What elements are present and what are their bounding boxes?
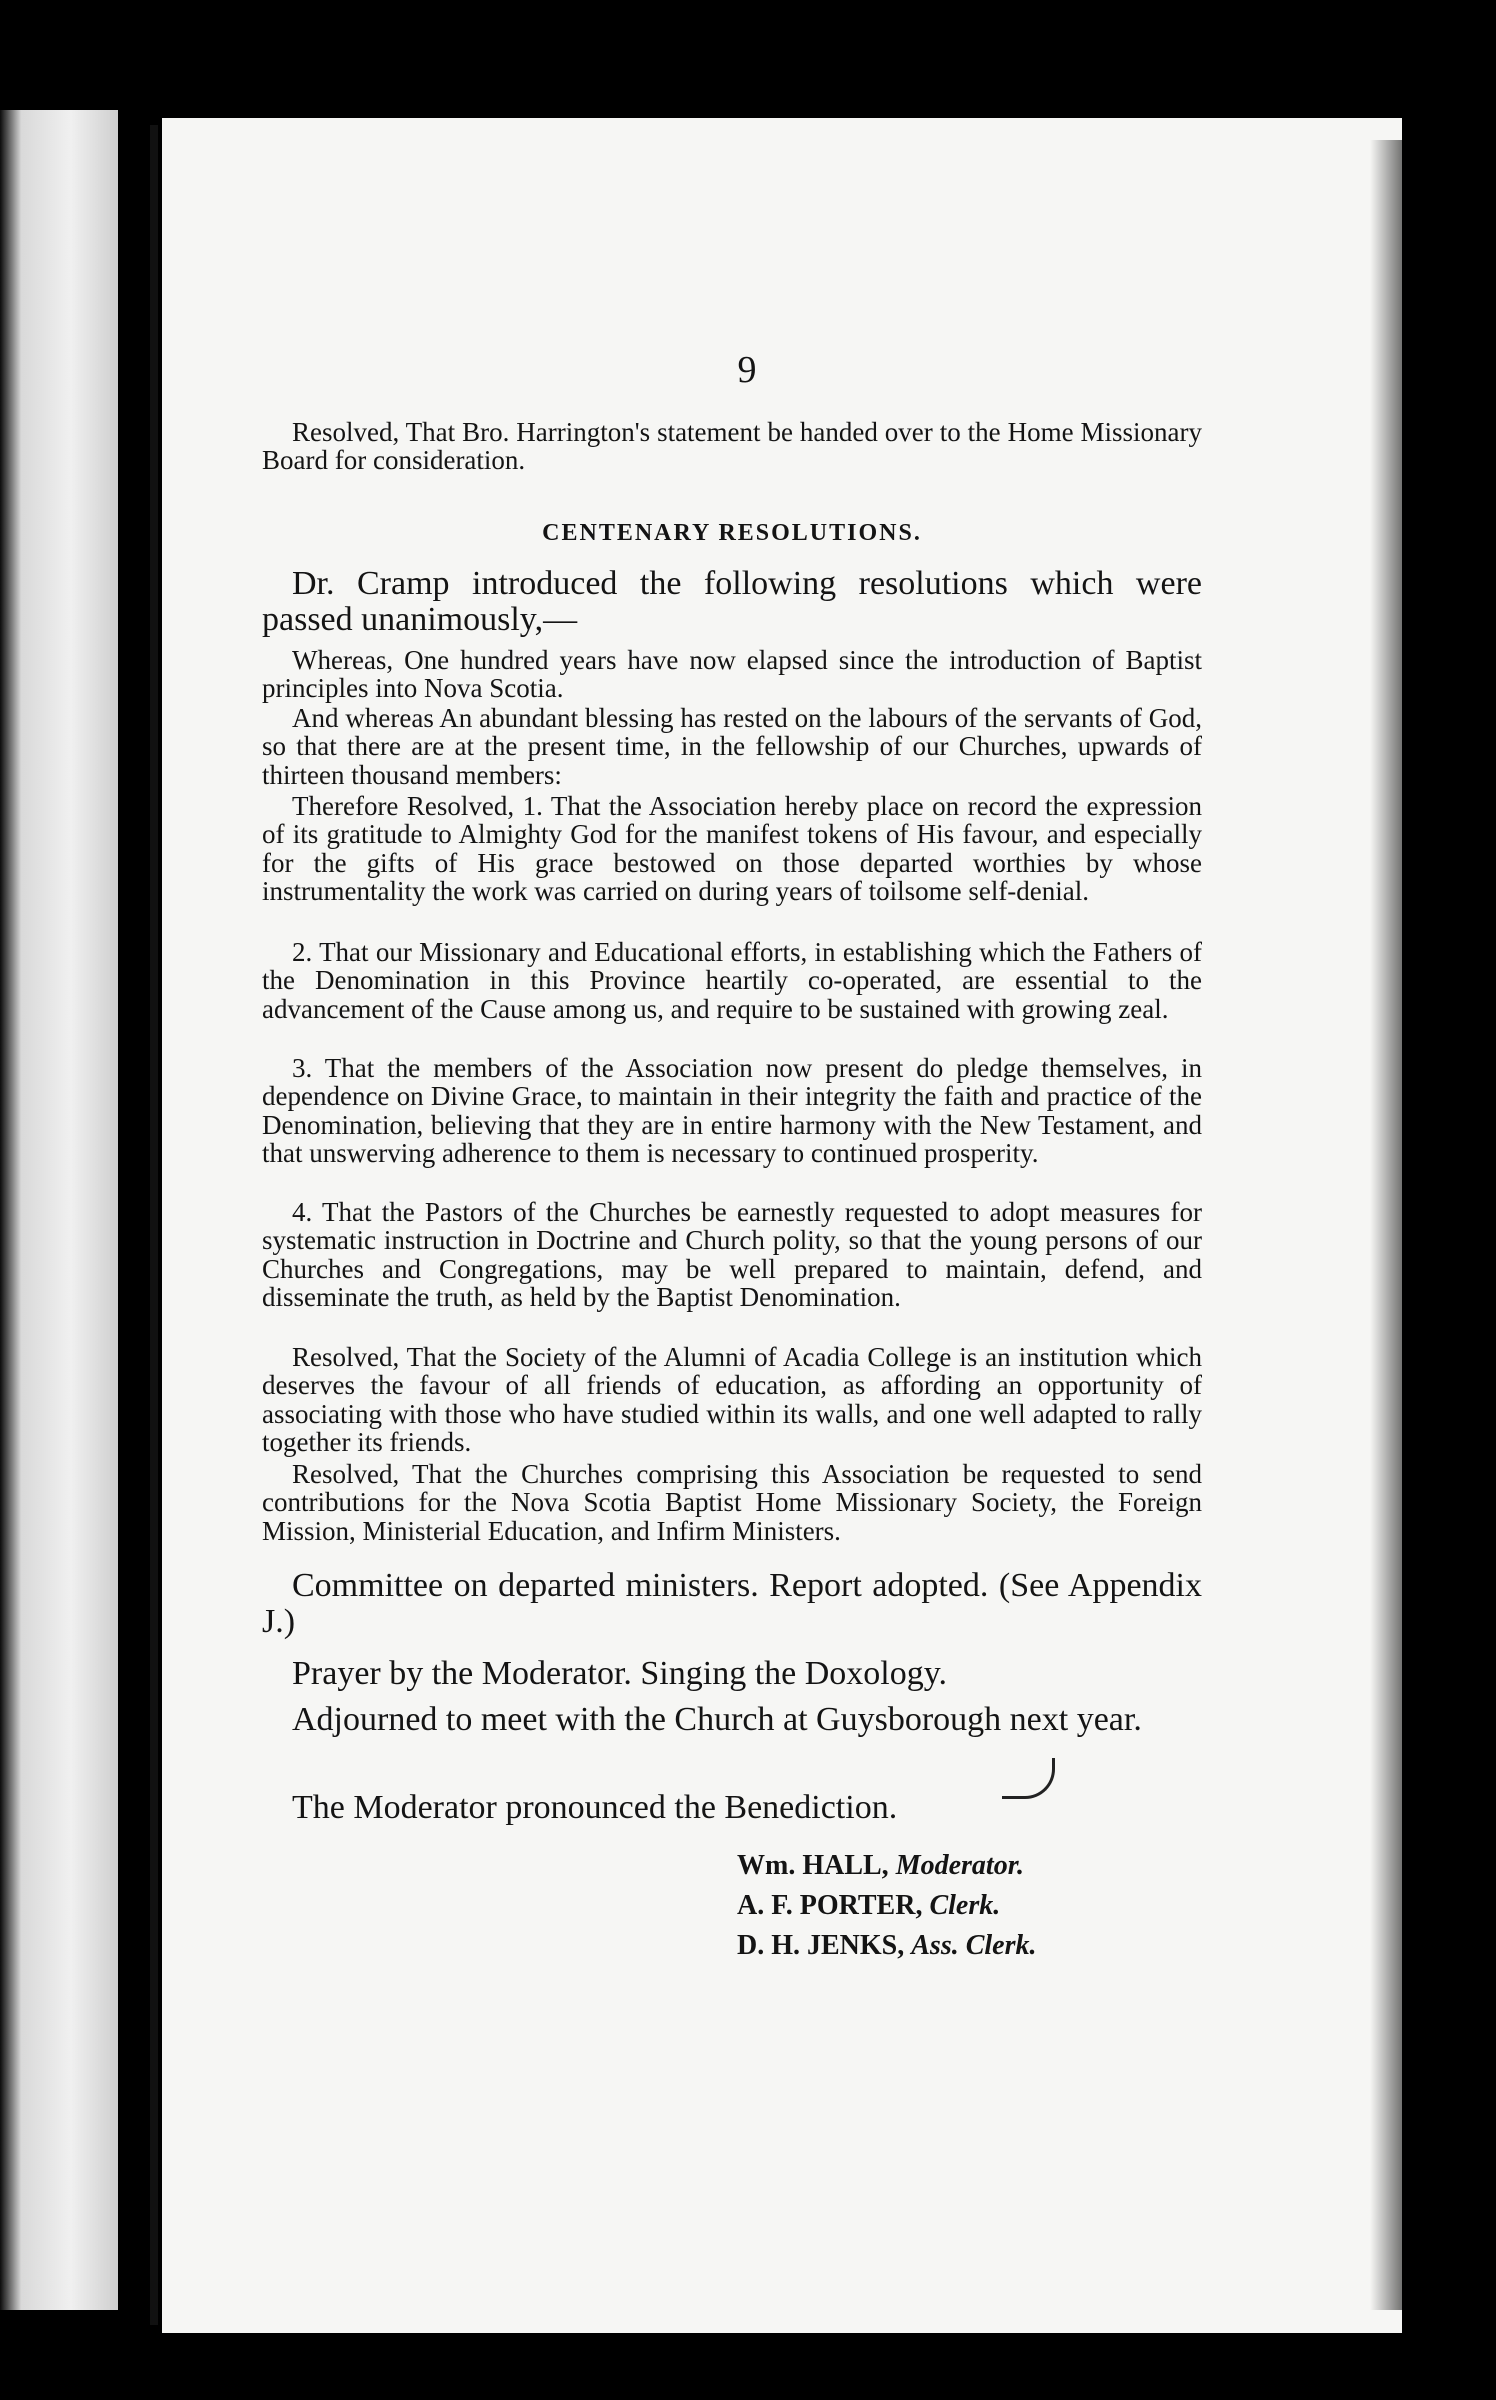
signature-clerk xyxy=(737,1890,1000,1922)
signature-role: Moderator. xyxy=(895,1850,1025,1881)
book-spine xyxy=(150,125,158,2325)
signature-name: A. F. PORTER, xyxy=(737,1890,923,1921)
signature-name: D. H. JENKS, xyxy=(737,1930,905,1961)
signature-moderator xyxy=(737,1850,1024,1882)
committee-report: Committee on departed ministers. Report adopted. (See Appendix J.) xyxy=(262,1567,1202,1640)
and-whereas-paragraph: And whereas An abundant blessing has rested on the labours of the servants of God, so that there are at the present time, in the fellowship of our Churches, upwards of thirteen thousand members: xyxy=(262,703,1202,790)
prayer-line: Prayer by the Moderator. Singing the Doxology. xyxy=(292,1655,948,1692)
signature-assistant-clerk xyxy=(737,1930,1037,1962)
resolution-4: 4. That the Pastors of the Churches be earnestly requested to adopt measures for systematic instruction in Doctrine and Church polity, so that the young persons of our Churches and Congregations, may be well prepared to maintain, defend, and disseminate the truth, as held by the Baptist Denomination. xyxy=(262,1197,1202,1313)
adjournment-line: Adjourned to meet with the Church at Guysborough next year. xyxy=(292,1701,1142,1738)
resolution-2: 2. That our Missionary and Educational efforts, in establishing which the Fathers of the Denomination in this Province heartily co-operated, are essential to the advancement of the Cause among us, and require to be sustained with growing zeal. xyxy=(262,937,1202,1024)
resolution-harrington: Resolved, That Bro. Harrington's statement be handed over to the Home Missionary Board for consideration. xyxy=(262,417,1202,476)
resolution-alumni: Resolved, That the Society of the Alumni of Acadia College is an institution which deserves the favour of all friends of education, as affording an opportunity of associating with those who have studied within its walls, and one well adapted to rally together its friends. xyxy=(262,1342,1202,1458)
resolution-contributions: Resolved, That the Churches comprising this Association be requested to send contributions for the Nova Scotia Baptist Home Missionary Society, the Foreign Mission, Ministerial Education, and Infirm Ministers. xyxy=(262,1459,1202,1546)
page-number: 9 xyxy=(737,349,757,391)
benediction-line: The Moderator pronounced the Benediction. xyxy=(292,1789,898,1826)
resolution-1: Therefore Resolved, 1. That the Association hereby place on record the expression of its gratitude to Almighty God for the manifest tokens of His favour, and especially for the gifts of His grace bestowed on those departed worthies by whose instrumentality the work was carried on during years of toilsome self-denial. xyxy=(262,791,1202,907)
signature-role: Ass. Clerk. xyxy=(911,1930,1037,1961)
intro-paragraph: Dr. Cramp introduced the following resolutions which were passed unanimously,— xyxy=(262,565,1202,638)
signature-role: Clerk. xyxy=(929,1890,1001,1921)
facing-page-edge xyxy=(0,110,118,2310)
page-edge-shadow xyxy=(1370,140,1415,2310)
signature-name: Wm. HALL, xyxy=(737,1850,889,1881)
section-heading: CENTENARY RESOLUTIONS. xyxy=(542,520,922,546)
document-page xyxy=(162,118,1402,2333)
resolution-3: 3. That the members of the Association now present do pledge themselves, in dependence on Divine Grace, to maintain in their integrity the faith and practice of the Denomination, believing that they are in entire harmony with the New Testament, and that unswerving adherence to them is necessary to continued prosperity. xyxy=(262,1053,1202,1169)
whereas-paragraph: Whereas, One hundred years have now elapsed since the introduction of Baptist principles into Nova Scotia. xyxy=(262,645,1202,704)
